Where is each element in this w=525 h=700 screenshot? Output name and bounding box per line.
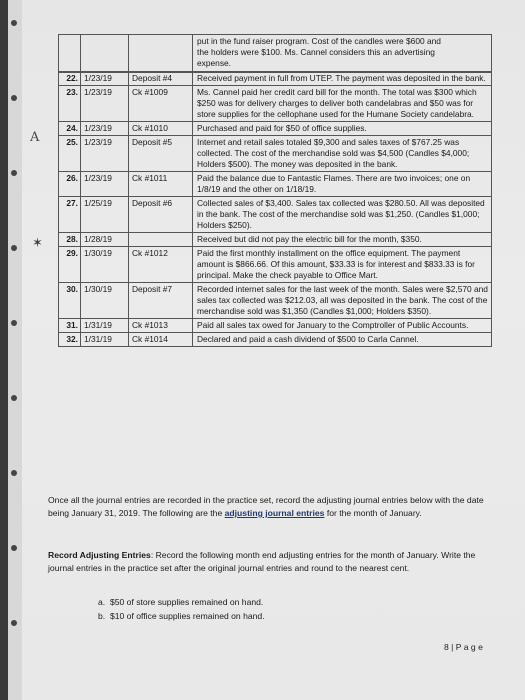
row-reference: Ck #1011 [129,172,193,197]
row-reference: Deposit #4 [129,72,193,86]
row-date: 1/30/19 [81,247,129,283]
row-reference: Ck #1012 [129,247,193,283]
continued-description: put in the fund raiser program. Cost of the candles were $600 and the holders were $100. Ms. Cannel considers this an advertising expense. [193,35,492,73]
table-row [59,333,492,347]
row-description: Received but did not pay the electric bill for the month, $350. [193,233,492,247]
row-reference: Deposit #5 [129,136,193,172]
table-row [59,197,492,233]
binding-hole [11,545,17,551]
table-row [59,172,492,197]
table-row [59,35,492,73]
instructions-paragraph: Once all the journal entries are recorded in the practice set, record the adjusting journal entries below with the date being January 31, 2019. The following are the adjusting journal entries for the month of January. [48,495,484,518]
handwritten-a-mark: A [30,130,40,145]
row-description: Paid the balance due to Fantastic Flames. There are two invoices; one on 1/8/19 and the other on 1/18/19. [193,172,492,197]
row-description: Recorded internet sales for the last week of the month. Sales were $2,570 and sales tax collected was $212.03, all was deposited in the bank. The cost of the merchandise sold was $1,350 (Candles $1,000; Holders $350). [193,283,492,319]
row-description: Declared and paid a cash dividend of $500 to Carla Cannel. [193,333,492,347]
row-date: 1/31/19 [81,319,129,333]
row-number: 24. [59,122,81,136]
adjusting-entries-link-text: adjusting journal entries [224,508,325,518]
row-date: 1/25/19 [81,197,129,233]
row-description: Paid all sales tax owed for January to the Comptroller of Public Accounts. [193,319,492,333]
record-adjusting-entries-paragraph: Record Adjusting Entries: Record the following month end adjusting entries for the month of January. Write the journal entries in the practice set after the original journal entries and round to the nearest cent. [48,550,476,573]
row-date: 1/23/19 [81,72,129,86]
row-number: 23. [59,86,81,122]
page-number: 8 | P a g e [444,642,483,652]
row-date: 1/23/19 [81,86,129,122]
list-item: a. $50 of store supplies remained on hand. [98,597,264,607]
row-description: Collected sales of $3,400. Sales tax collected was $280.50. All was deposited in the bank. The cost of the merchandise sold was $1,250. (Candles $1,000; Holders $250). [193,197,492,233]
row-reference: Ck #1013 [129,319,193,333]
row-description: Internet and retail sales totaled $9,300 and sales taxes of $767.25 was collected. The cost of the merchandise sold was $4,500 (Candles $4,000; Holders $500). The money was deposited in the bank. [193,136,492,172]
table-row [59,233,492,247]
document-page [8,0,525,700]
handwritten-star-mark: ✶ [32,236,43,251]
table-row [59,122,492,136]
row-description: Ms. Cannel paid her credit card bill for the month. The total was $300 which $250 was for delivery charges to deliver both candelabras and $50 was for store supplies for the cellophane used for the Humane Society candelabra. [193,86,492,122]
row-description: Paid the first monthly installment on the office equipment. The payment amount is $866.66. Of this amount, $33.33 is for interest and $833.33 is for principal. Make the check payable to Office Mart. [193,247,492,283]
row-number: 31. [59,319,81,333]
row-description: Purchased and paid for $50 of office supplies. [193,122,492,136]
row-number: 30. [59,283,81,319]
row-number: 28. [59,233,81,247]
binding-hole [11,320,17,326]
binding-hole [11,620,17,626]
row-number: 27. [59,197,81,233]
table-row [59,319,492,333]
row-date: 1/28/19 [81,233,129,247]
row-reference: Ck #1010 [129,122,193,136]
row-reference [129,233,193,247]
binding-hole [11,95,17,101]
table-row [59,247,492,283]
row-reference: Deposit #7 [129,283,193,319]
binding-hole [11,470,17,476]
row-reference: Deposit #6 [129,197,193,233]
binding-edge [8,0,22,700]
row-number: 25. [59,136,81,172]
binding-hole [11,245,17,251]
transactions-table [58,34,492,73]
row-description: Received payment in full from UTEP. The payment was deposited in the bank. [193,72,492,86]
binding-hole [11,170,17,176]
table-row [59,283,492,319]
table-row [59,86,492,122]
table-row [59,136,492,172]
row-number: 26. [59,172,81,197]
binding-hole [11,395,17,401]
row-number: 22. [59,72,81,86]
transactions-table-body [58,71,492,347]
row-number: 32. [59,333,81,347]
row-date: 1/23/19 [81,172,129,197]
row-date: 1/31/19 [81,333,129,347]
row-reference: Ck #1009 [129,86,193,122]
row-date: 1/23/19 [81,136,129,172]
binding-hole [11,20,17,26]
list-item: b. $10 of office supplies remained on hand. [98,611,265,621]
row-number: 29. [59,247,81,283]
row-date: 1/30/19 [81,283,129,319]
row-date: 1/23/19 [81,122,129,136]
row-reference: Ck #1014 [129,333,193,347]
table-row [59,72,492,86]
